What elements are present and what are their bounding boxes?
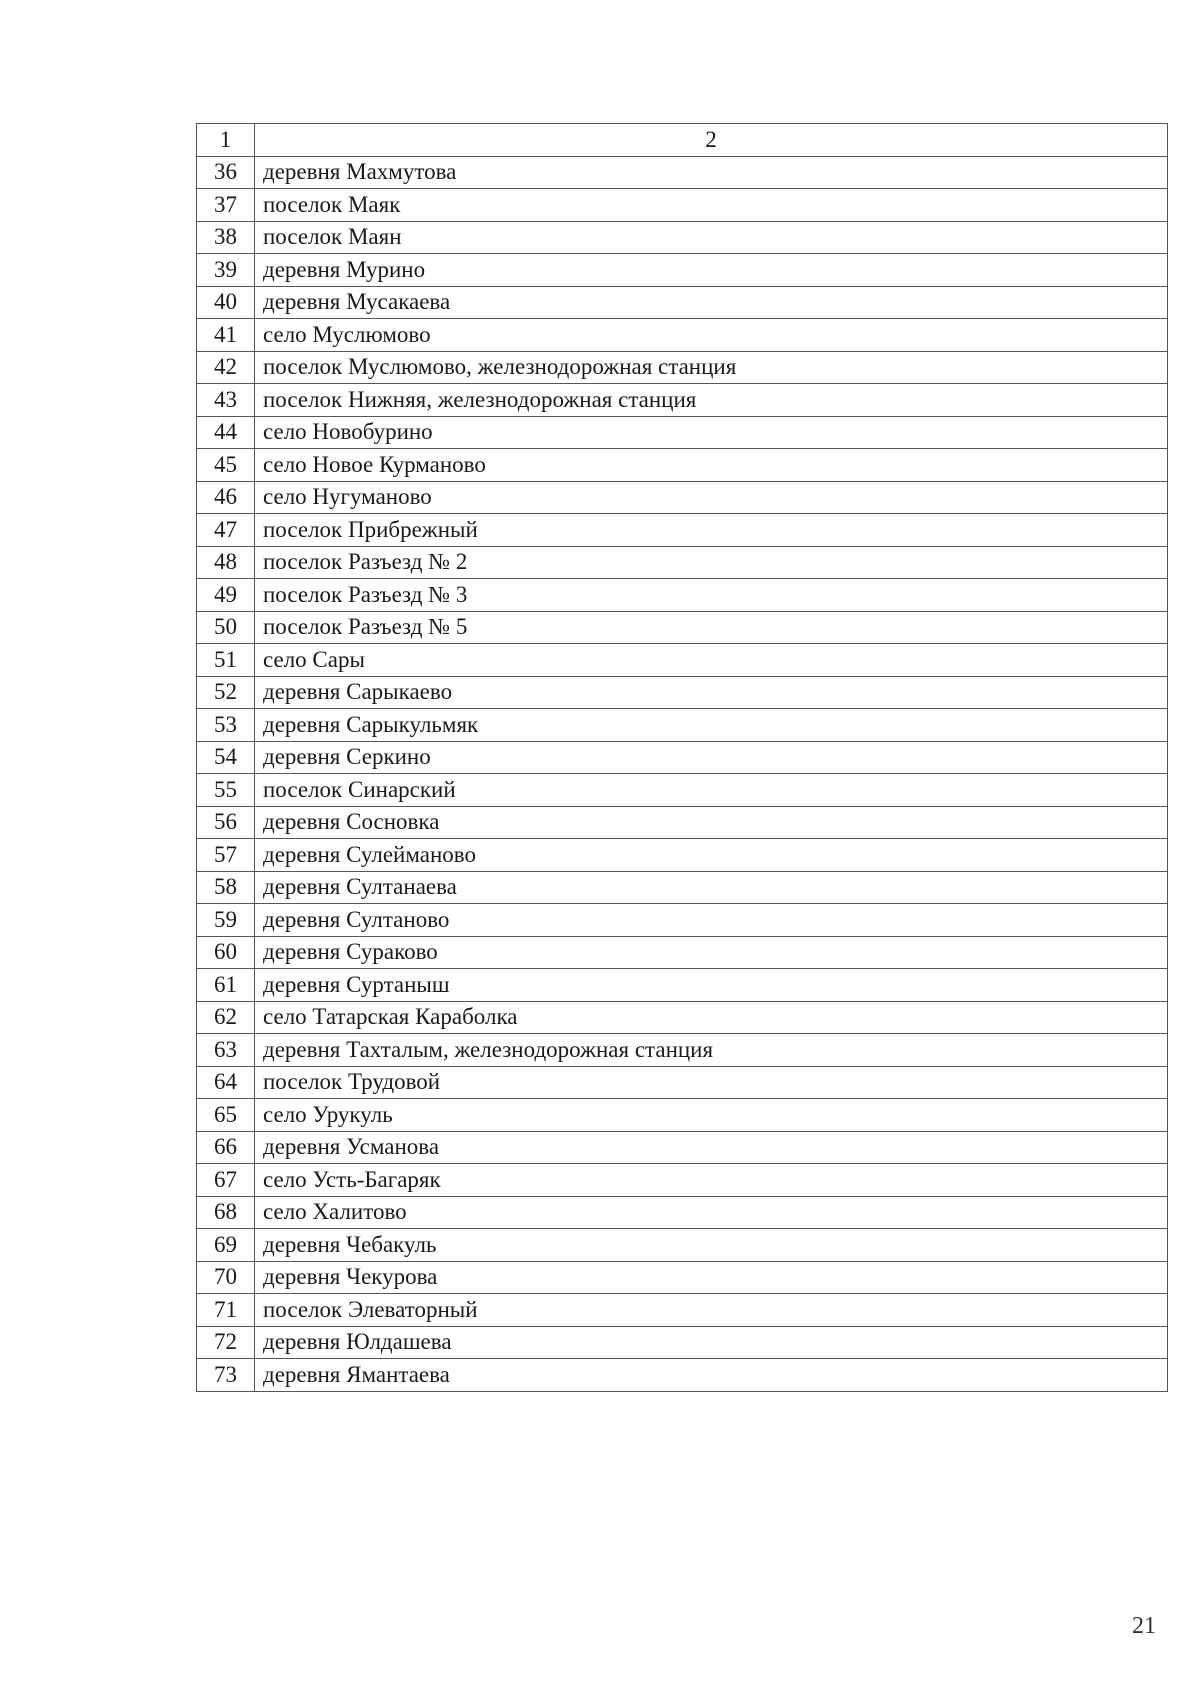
header-cell-number: 1 [197, 124, 255, 157]
settlement-name-cell: село Нугуманово [255, 481, 1168, 514]
settlement-name-cell: поселок Маян [255, 221, 1168, 254]
table-row [197, 1099, 1168, 1132]
table-row [197, 969, 1168, 1002]
table-row [197, 1359, 1168, 1392]
row-number-cell: 47 [197, 514, 255, 547]
settlement-name-cell: деревня Юлдашева [255, 1326, 1168, 1359]
row-number-cell: 73 [197, 1359, 255, 1392]
settlement-name-cell: деревня Сосновка [255, 806, 1168, 839]
settlement-name-cell: поселок Разъезд № 3 [255, 579, 1168, 612]
settlements-table [196, 123, 1168, 1392]
table-row [197, 741, 1168, 774]
settlement-name-cell: село Новобурино [255, 416, 1168, 449]
row-number-cell: 61 [197, 969, 255, 1002]
table-row [197, 936, 1168, 969]
settlement-name-cell: поселок Нижняя, железнодорожная станция [255, 384, 1168, 417]
header-cell-name: 2 [255, 124, 1168, 157]
table-row [197, 416, 1168, 449]
settlement-name-cell: деревня Султаново [255, 904, 1168, 937]
row-number-cell: 52 [197, 676, 255, 709]
settlement-name-cell: село Усть-Багаряк [255, 1164, 1168, 1197]
table-row [197, 611, 1168, 644]
settlement-name-cell: село Сары [255, 644, 1168, 677]
row-number-cell: 54 [197, 741, 255, 774]
table-row [197, 1066, 1168, 1099]
table-row [197, 1229, 1168, 1262]
table-row [197, 481, 1168, 514]
table-row [197, 351, 1168, 384]
settlement-name-cell: деревня Усманова [255, 1131, 1168, 1164]
table-row [197, 156, 1168, 189]
table-row [197, 319, 1168, 352]
row-number-cell: 60 [197, 936, 255, 969]
row-number-cell: 69 [197, 1229, 255, 1262]
row-number-cell: 45 [197, 449, 255, 482]
settlement-name-cell: село Новое Курманово [255, 449, 1168, 482]
row-number-cell: 39 [197, 254, 255, 287]
row-number-cell: 40 [197, 286, 255, 319]
settlement-name-cell: деревня Сулейманово [255, 839, 1168, 872]
settlement-name-cell: поселок Элеваторный [255, 1294, 1168, 1327]
settlement-name-cell: деревня Ямантаева [255, 1359, 1168, 1392]
settlement-name-cell: деревня Чекурова [255, 1261, 1168, 1294]
table-body [197, 124, 1168, 1392]
settlement-name-cell: село Урукуль [255, 1099, 1168, 1132]
row-number-cell: 53 [197, 709, 255, 742]
table-row [197, 774, 1168, 807]
table-row [197, 1196, 1168, 1229]
table-row [197, 1001, 1168, 1034]
table-row [197, 1131, 1168, 1164]
row-number-cell: 46 [197, 481, 255, 514]
table-row [197, 254, 1168, 287]
table-row [197, 514, 1168, 547]
settlement-name-cell: поселок Маяк [255, 189, 1168, 222]
table-header-row [197, 124, 1168, 157]
table-row [197, 676, 1168, 709]
row-number-cell: 37 [197, 189, 255, 222]
table-row [197, 546, 1168, 579]
settlement-name-cell: деревня Сарыкаево [255, 676, 1168, 709]
settlement-name-cell: село Халитово [255, 1196, 1168, 1229]
table-row [197, 1326, 1168, 1359]
row-number-cell: 56 [197, 806, 255, 839]
row-number-cell: 48 [197, 546, 255, 579]
settlement-name-cell: деревня Сураково [255, 936, 1168, 969]
row-number-cell: 58 [197, 871, 255, 904]
row-number-cell: 49 [197, 579, 255, 612]
settlement-name-cell: поселок Синарский [255, 774, 1168, 807]
row-number-cell: 43 [197, 384, 255, 417]
settlement-name-cell: деревня Махмутова [255, 156, 1168, 189]
table-row [197, 286, 1168, 319]
settlement-name-cell: поселок Разъезд № 2 [255, 546, 1168, 579]
row-number-cell: 68 [197, 1196, 255, 1229]
table-row [197, 384, 1168, 417]
table-row [197, 871, 1168, 904]
settlement-name-cell: поселок Разъезд № 5 [255, 611, 1168, 644]
table-row [197, 709, 1168, 742]
row-number-cell: 41 [197, 319, 255, 352]
table-row [197, 839, 1168, 872]
row-number-cell: 64 [197, 1066, 255, 1099]
settlement-name-cell: деревня Султанаева [255, 871, 1168, 904]
row-number-cell: 38 [197, 221, 255, 254]
table-row [197, 449, 1168, 482]
settlement-name-cell: поселок Трудовой [255, 1066, 1168, 1099]
row-number-cell: 57 [197, 839, 255, 872]
row-number-cell: 71 [197, 1294, 255, 1327]
table-row [197, 904, 1168, 937]
settlement-name-cell: село Муслюмово [255, 319, 1168, 352]
row-number-cell: 59 [197, 904, 255, 937]
settlement-name-cell: деревня Суртаныш [255, 969, 1168, 1002]
row-number-cell: 63 [197, 1034, 255, 1067]
settlement-name-cell: деревня Сарыкульмяк [255, 709, 1168, 742]
settlement-name-cell: деревня Чебакуль [255, 1229, 1168, 1262]
row-number-cell: 65 [197, 1099, 255, 1132]
table-row [197, 1261, 1168, 1294]
row-number-cell: 67 [197, 1164, 255, 1197]
row-number-cell: 62 [197, 1001, 255, 1034]
row-number-cell: 36 [197, 156, 255, 189]
row-number-cell: 55 [197, 774, 255, 807]
table-row [197, 189, 1168, 222]
row-number-cell: 42 [197, 351, 255, 384]
table-row [197, 1294, 1168, 1327]
settlement-name-cell: поселок Прибрежный [255, 514, 1168, 547]
settlement-name-cell: поселок Муслюмово, железнодорожная станция [255, 351, 1168, 384]
table-row [197, 1034, 1168, 1067]
settlement-name-cell: деревня Тахталым, железнодорожная станция [255, 1034, 1168, 1067]
settlement-name-cell: деревня Мурино [255, 254, 1168, 287]
table-row [197, 579, 1168, 612]
row-number-cell: 66 [197, 1131, 255, 1164]
table-row [197, 806, 1168, 839]
table-row [197, 644, 1168, 677]
row-number-cell: 51 [197, 644, 255, 677]
row-number-cell: 72 [197, 1326, 255, 1359]
settlement-name-cell: село Татарская Караболка [255, 1001, 1168, 1034]
settlement-name-cell: деревня Мусакаева [255, 286, 1168, 319]
row-number-cell: 50 [197, 611, 255, 644]
page-number: 21 [1132, 1613, 1156, 1639]
table-row [197, 221, 1168, 254]
table-row [197, 1164, 1168, 1197]
row-number-cell: 44 [197, 416, 255, 449]
settlement-name-cell: деревня Серкино [255, 741, 1168, 774]
row-number-cell: 70 [197, 1261, 255, 1294]
